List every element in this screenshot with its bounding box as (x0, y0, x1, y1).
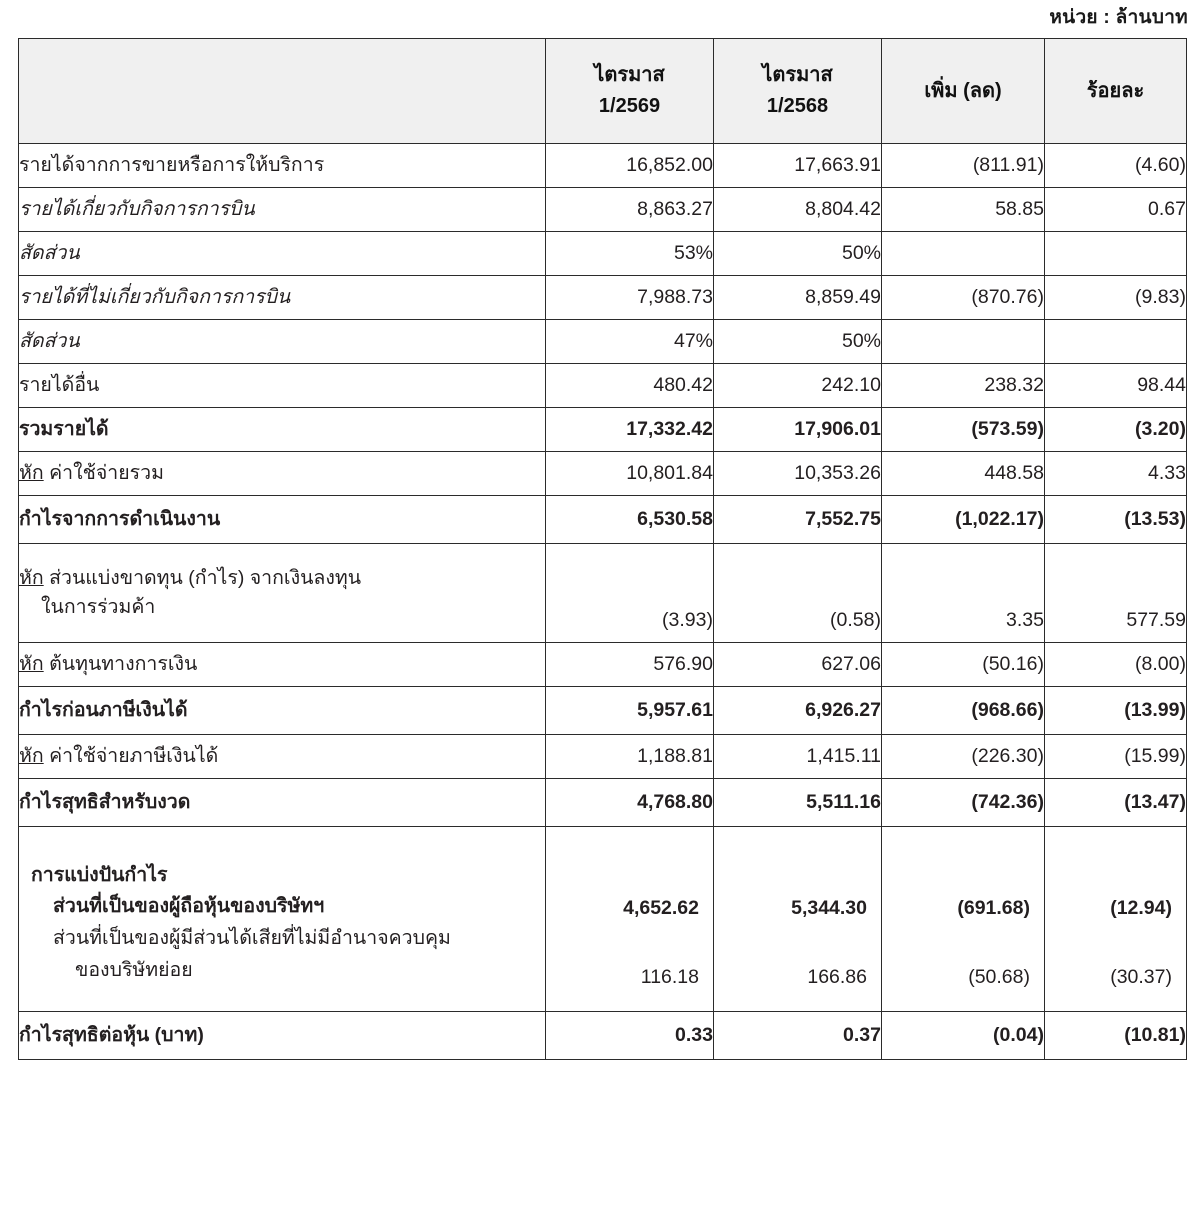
row-label-other-income: รายได้อื่น (19, 364, 546, 408)
cell-q1: (3.93) (546, 544, 714, 643)
cell-pct: (15.99) (1045, 735, 1187, 779)
row-label-non-aeronautical-revenue: รายได้ที่ไม่เกี่ยวกับกิจการการบิน (19, 276, 546, 320)
deduct-prefix: หัก (19, 744, 44, 767)
allocation-non-controlling-interests: ส่วนที่เป็นของผู้มีส่วนได้เสียที่ไม่มีอำนาจควบคุม (53, 927, 451, 949)
cell-pct: 0.67 (1045, 188, 1187, 232)
cell-pct: 4.33 (1045, 452, 1187, 496)
table-row (19, 408, 1187, 452)
cell-pct: (9.83) (1045, 276, 1187, 320)
row-label-sales-revenue: รายได้จากการขายหรือการให้บริการ (19, 144, 546, 188)
cell-q2-subsidiaries: 166.86 (807, 966, 867, 988)
row-label-total-revenue: รวมรายได้ (19, 408, 546, 452)
row-label-text-line2: ในการร่วมค้า (41, 596, 156, 618)
cell-diff (882, 232, 1045, 276)
cell-q2: 242.10 (714, 364, 882, 408)
header-q2-line2: 1/2568 (766, 95, 829, 117)
deduct-prefix: หัก (19, 566, 44, 589)
cell-pct (1045, 827, 1187, 1012)
cell-pct: (10.81) (1045, 1012, 1187, 1060)
allocation-diff-values (882, 827, 1044, 1011)
header-q1-line2: 1/2569 (598, 95, 661, 117)
cell-q1: 8,863.27 (546, 188, 714, 232)
header-quarter-current (546, 39, 714, 144)
income-statement-table (18, 38, 1187, 1060)
cell-pct: 577.59 (1045, 544, 1187, 643)
row-label-finance-cost (19, 643, 546, 687)
allocation-q1-values (546, 827, 713, 1011)
cell-q2-owners: 5,344.30 (791, 897, 867, 919)
cell-q1: 7,988.73 (546, 276, 714, 320)
table-row (19, 687, 1187, 735)
cell-diff: (573.59) (882, 408, 1045, 452)
cell-pct: (8.00) (1045, 643, 1187, 687)
row-label-aeronautical-revenue: รายได้เกี่ยวกับกิจการการบิน (19, 188, 546, 232)
row-label-net-profit-for-period: กำไรสุทธิสำหรับงวด (19, 779, 546, 827)
row-label-non-aeronautical-proportion: สัดส่วน (19, 320, 546, 364)
table-row (19, 779, 1187, 827)
table-row (19, 827, 1187, 1012)
cell-diff: (1,022.17) (882, 496, 1045, 544)
table-row (19, 735, 1187, 779)
cell-pct (1045, 320, 1187, 364)
table-row (19, 452, 1187, 496)
row-label-profit-before-tax: กำไรก่อนภาษีเงินได้ (19, 687, 546, 735)
cell-pct: 98.44 (1045, 364, 1187, 408)
header-label-col (19, 39, 546, 144)
cell-q2: 1,415.11 (714, 735, 882, 779)
allocation-pct-values (1045, 827, 1186, 1011)
cell-pct-owners: (12.94) (1110, 897, 1172, 919)
cell-q1 (546, 827, 714, 1012)
cell-pct: (13.53) (1045, 496, 1187, 544)
cell-q1: 10,801.84 (546, 452, 714, 496)
row-label-text: ส่วนแบ่งขาดทุน (กำไร) จากเงินลงทุน (49, 566, 362, 589)
cell-q1: 17,332.42 (546, 408, 714, 452)
cell-pct: (13.99) (1045, 687, 1187, 735)
cell-q2: (0.58) (714, 544, 882, 643)
header-q2-line1: ไตรมาส (762, 64, 833, 86)
header-row (19, 39, 1187, 144)
allocation-label-block (19, 852, 545, 986)
table-header (19, 39, 1187, 144)
table-row (19, 144, 1187, 188)
cell-q2: 8,859.49 (714, 276, 882, 320)
row-label-earnings-per-share: กำไรสุทธิต่อหุ้น (บาท) (19, 1012, 546, 1060)
allocation-owners-of-company: ส่วนที่เป็นของผู้ถือหุ้นของบริษัทฯ (53, 895, 325, 918)
cell-diff: 3.35 (882, 544, 1045, 643)
table-row (19, 1012, 1187, 1060)
cell-q2: 6,926.27 (714, 687, 882, 735)
cell-q1-subsidiaries: 116.18 (640, 966, 699, 988)
cell-diff: (0.04) (882, 1012, 1045, 1060)
table-row (19, 320, 1187, 364)
cell-q1: 480.42 (546, 364, 714, 408)
table-body (19, 144, 1187, 1060)
cell-q1: 4,768.80 (546, 779, 714, 827)
header-change: เพิ่ม (ลด) (882, 39, 1045, 144)
cell-q1: 576.90 (546, 643, 714, 687)
row-label-text: ต้นทุนทางการเงิน (49, 652, 198, 675)
cell-diff-owners: (691.68) (957, 897, 1030, 919)
table-row (19, 276, 1187, 320)
cell-q1: 16,852.00 (546, 144, 714, 188)
cell-q1: 53% (546, 232, 714, 276)
row-label-operating-profit: กำไรจากการดำเนินงาน (19, 496, 546, 544)
cell-diff: (742.36) (882, 779, 1045, 827)
cell-q2: 50% (714, 320, 882, 364)
table-row (19, 496, 1187, 544)
cell-q1: 47% (546, 320, 714, 364)
cell-pct: (4.60) (1045, 144, 1187, 188)
cell-q2: 7,552.75 (714, 496, 882, 544)
table-row (19, 643, 1187, 687)
allocation-subsidiaries: ของบริษัทย่อย (75, 958, 193, 981)
cell-diff: 58.85 (882, 188, 1045, 232)
cell-pct: (13.47) (1045, 779, 1187, 827)
cell-q2: 10,353.26 (714, 452, 882, 496)
cell-diff: (870.76) (882, 276, 1045, 320)
cell-diff: 238.32 (882, 364, 1045, 408)
row-label-total-expenses (19, 452, 546, 496)
cell-q2: 17,663.91 (714, 144, 882, 188)
header-quarter-prior (714, 39, 882, 144)
table-row (19, 232, 1187, 276)
allocation-q2-values (714, 827, 881, 1011)
header-q1-line1: ไตรมาส (594, 64, 665, 86)
cell-diff: (811.91) (882, 144, 1045, 188)
cell-q1: 5,957.61 (546, 687, 714, 735)
deduct-prefix: หัก (19, 461, 44, 484)
cell-q2: 8,804.42 (714, 188, 882, 232)
cell-q2: 0.37 (714, 1012, 882, 1060)
cell-pct (1045, 232, 1187, 276)
cell-q2: 17,906.01 (714, 408, 882, 452)
row-label-aeronautical-proportion: สัดส่วน (19, 232, 546, 276)
cell-pct: (3.20) (1045, 408, 1187, 452)
row-label-profit-allocation (19, 827, 546, 1012)
cell-diff: (968.66) (882, 687, 1045, 735)
cell-q1: 1,188.81 (546, 735, 714, 779)
row-label-share-of-loss-joint-venture (19, 544, 546, 643)
allocation-heading: การแบ่งปันกำไร (31, 863, 168, 886)
cell-diff: 448.58 (882, 452, 1045, 496)
header-percent: ร้อยละ (1045, 39, 1187, 144)
cell-diff-subsidiaries: (50.68) (968, 966, 1030, 988)
cell-diff (882, 827, 1045, 1012)
unit-note: หน่วย : ล้านบาท (1049, 7, 1188, 28)
cell-q2: 5,511.16 (714, 779, 882, 827)
deduct-prefix: หัก (19, 652, 44, 675)
cell-q1: 6,530.58 (546, 496, 714, 544)
cell-diff: (50.16) (882, 643, 1045, 687)
cell-q1: 0.33 (546, 1012, 714, 1060)
table-row (19, 188, 1187, 232)
cell-diff (882, 320, 1045, 364)
cell-pct-subsidiaries: (30.37) (1110, 966, 1172, 988)
cell-q2 (714, 827, 882, 1012)
row-label-income-tax-expense (19, 735, 546, 779)
cell-q1-owners: 4,652.62 (623, 897, 699, 919)
cell-diff: (226.30) (882, 735, 1045, 779)
row-label-text: ค่าใช้จ่ายรวม (49, 461, 164, 484)
table-row (19, 544, 1187, 643)
row-label-text: ค่าใช้จ่ายภาษีเงินได้ (49, 744, 219, 767)
table-row (19, 364, 1187, 408)
cell-q2: 627.06 (714, 643, 882, 687)
cell-q2: 50% (714, 232, 882, 276)
